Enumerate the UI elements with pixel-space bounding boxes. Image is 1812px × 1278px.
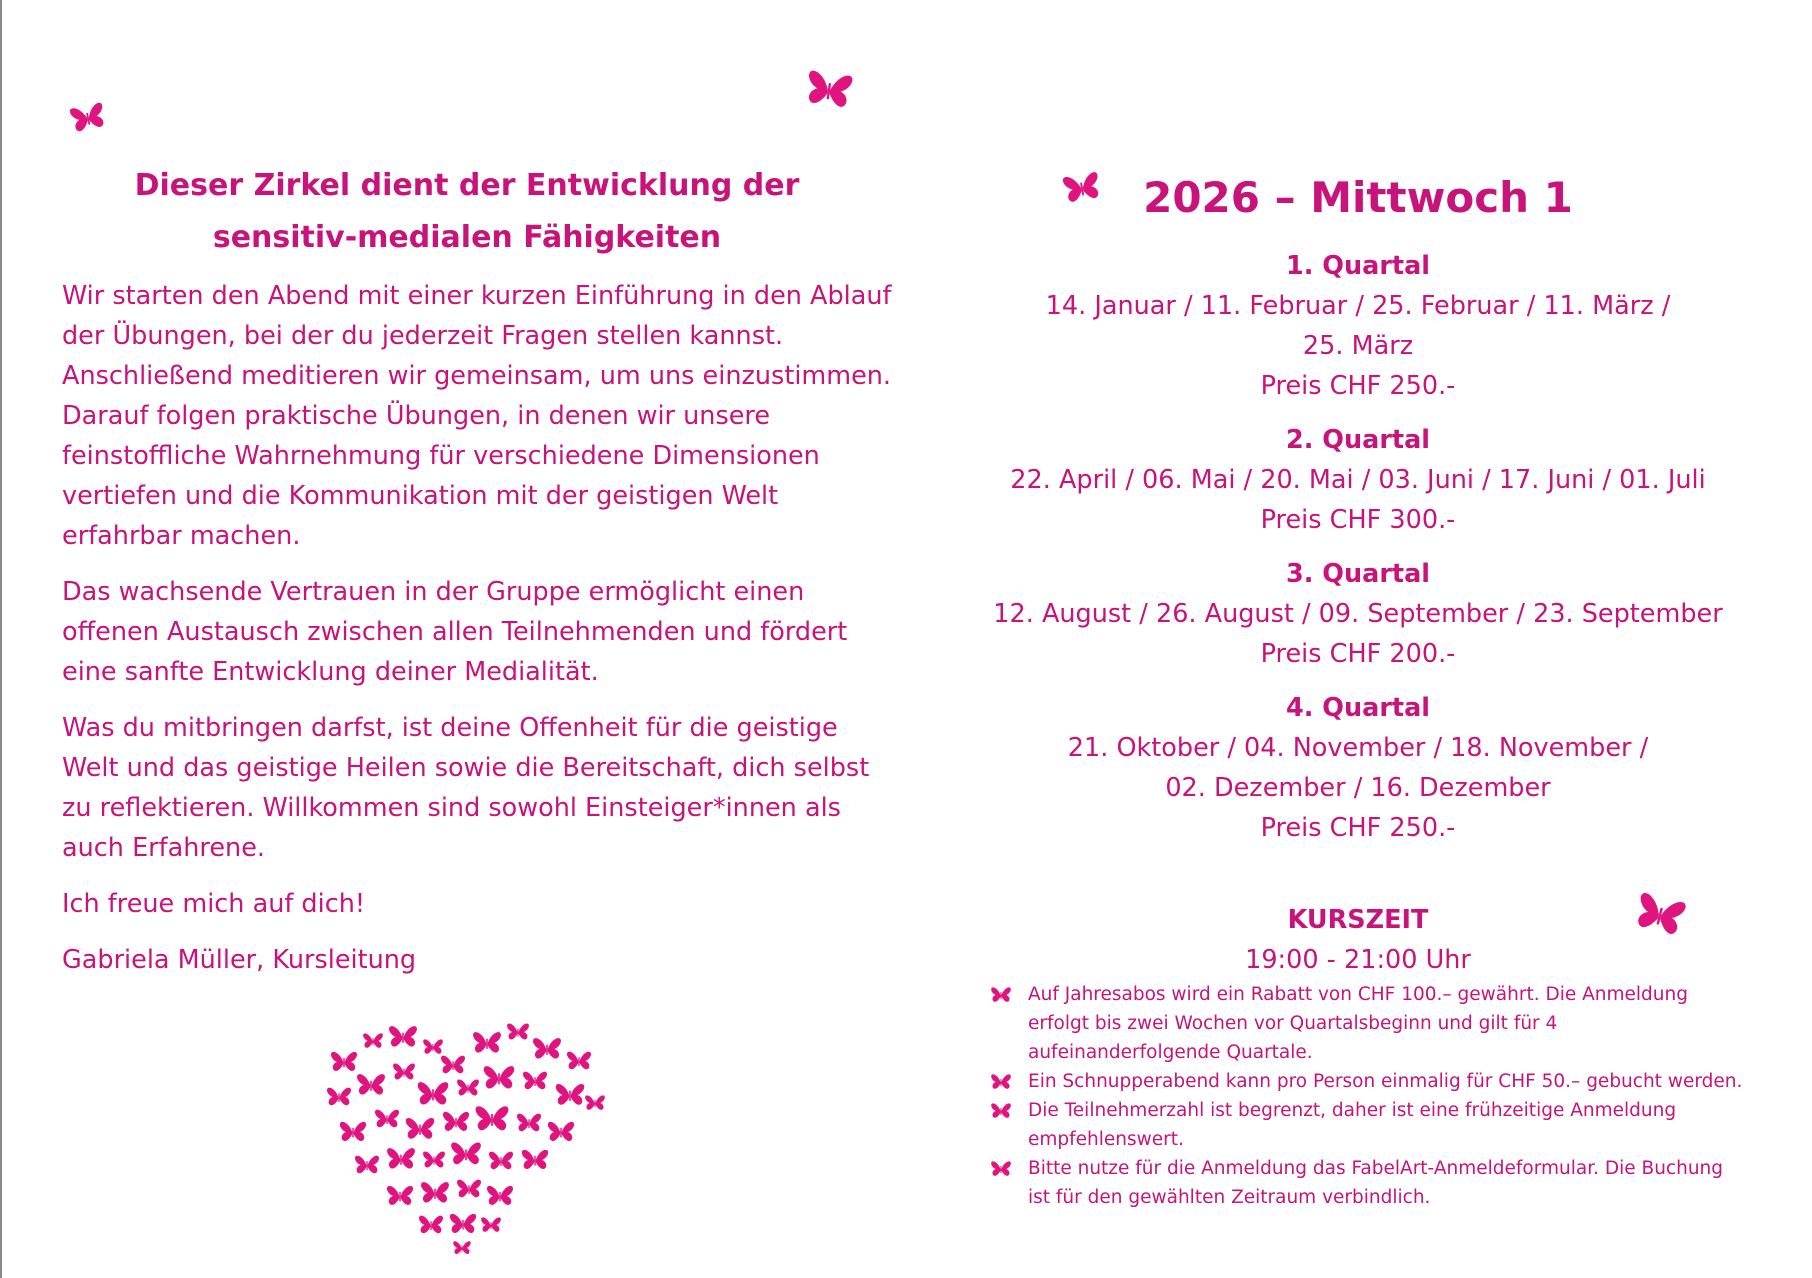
kurszeit-label: KURSZEIT	[1287, 905, 1429, 935]
quarter-dates: 21. Oktober / 04. November / 18. November /	[1067, 733, 1649, 763]
quarter-label: 1. Quartal	[1285, 251, 1431, 281]
butterfly-icon	[801, 67, 856, 114]
signature: Gabriela Müller, Kursleitung	[62, 945, 417, 975]
quarter-dates: 25. März	[1302, 331, 1414, 361]
schedule-column	[988, 170, 1728, 980]
list-item: Bitte nutze für die Anmeldung das FabelArt-Anmeldeformular. Die Buchung ist für den gewählten Zeitraum verbindlich.	[990, 1154, 1750, 1212]
greeting: Ich freue mich auf dich!	[62, 889, 366, 919]
quarter-dates: 02. Dezember / 16. Dezember	[1165, 773, 1551, 803]
quarter-label: 2. Quartal	[1285, 425, 1431, 455]
notes-list	[990, 980, 1750, 1212]
butterfly-heart-icon	[322, 1020, 612, 1260]
intro-paragraph: Was du mitbringen darfst, ist deine Offenheit für die geistige Welt und das geistige Heilen sowie die Bereitschaft, dich selbst zu reflektieren. Willkommen sind sowohl Einsteiger*innen als auch Erfahrene.	[62, 713, 870, 863]
kurszeit-block	[988, 900, 1728, 980]
quarter-block	[988, 554, 1728, 674]
kurszeit-value: 19:00 - 21:00 Uhr	[1245, 945, 1471, 975]
quarter-block	[988, 688, 1728, 848]
quarter-dates: 12. August / 26. August / 09. September / 23. September	[993, 599, 1723, 629]
quarter-dates: 14. Januar / 11. Februar / 25. Februar / 11. März /	[1045, 291, 1671, 321]
list-item: Auf Jahresabos wird ein Rabatt von CHF 100.– gewährt. Die Anmeldung erfolgt bis zwei Wochen vor Quartalsbeginn und gilt für 4 aufeinanderfolgende Quartale.	[990, 980, 1750, 1067]
butterfly-bullet-icon	[990, 1102, 1012, 1120]
schedule-title: 2026 – Mittwoch 1	[1143, 173, 1573, 222]
quarter-price: Preis CHF 250.-	[1260, 813, 1456, 843]
butterfly-bullet-icon	[990, 986, 1012, 1004]
intro-paragraph: Das wachsende Vertrauen in der Gruppe ermöglicht einen offenen Austausch zwischen allen Teilnehmenden und fördert eine sanfte Entwicklung deiner Medialität.	[62, 577, 848, 687]
intro-column	[62, 160, 892, 996]
quarter-label: 4. Quartal	[1285, 693, 1431, 723]
quarter-price: Preis CHF 300.-	[1260, 505, 1456, 535]
quarter-block	[988, 420, 1728, 540]
butterfly-bullet-icon	[990, 1160, 1012, 1178]
quarter-price: Preis CHF 250.-	[1260, 371, 1456, 401]
quarter-block	[988, 246, 1728, 406]
butterfly-bullet-icon	[990, 1073, 1012, 1091]
intro-paragraph: Wir starten den Abend mit einer kurzen Einführung in den Ablauf der Übungen, bei der du jederzeit Fragen stellen kannst. Anschließend meditieren wir gemeinsam, um uns einzustimmen. Darauf folgen praktische Übungen, in denen wir unsere feinstoffliche Wahrnehmung für verschiedene Dimensionen vertiefen und die Kommunikation mit der geistigen Welt erfahrbar machen.	[62, 281, 892, 551]
page-edge	[0, 0, 2, 1278]
list-item: Die Teilnehmerzahl ist begrenzt, daher ist eine frühzeitige Anmeldung empfehlenswert.	[990, 1096, 1750, 1154]
headline: Dieser Zirkel dient der Entwicklung der sensitiv-medialen Fähigkeiten	[134, 168, 800, 255]
butterfly-icon	[65, 99, 110, 137]
quarter-dates: 22. April / 06. Mai / 20. Mai / 03. Juni / 17. Juni / 01. Juli	[1010, 465, 1706, 495]
list-item: Ein Schnupperabend kann pro Person einmalig für CHF 50.– gebucht werden.	[990, 1067, 1750, 1096]
quarter-price: Preis CHF 200.-	[1260, 639, 1456, 669]
quarter-label: 3. Quartal	[1285, 559, 1431, 589]
